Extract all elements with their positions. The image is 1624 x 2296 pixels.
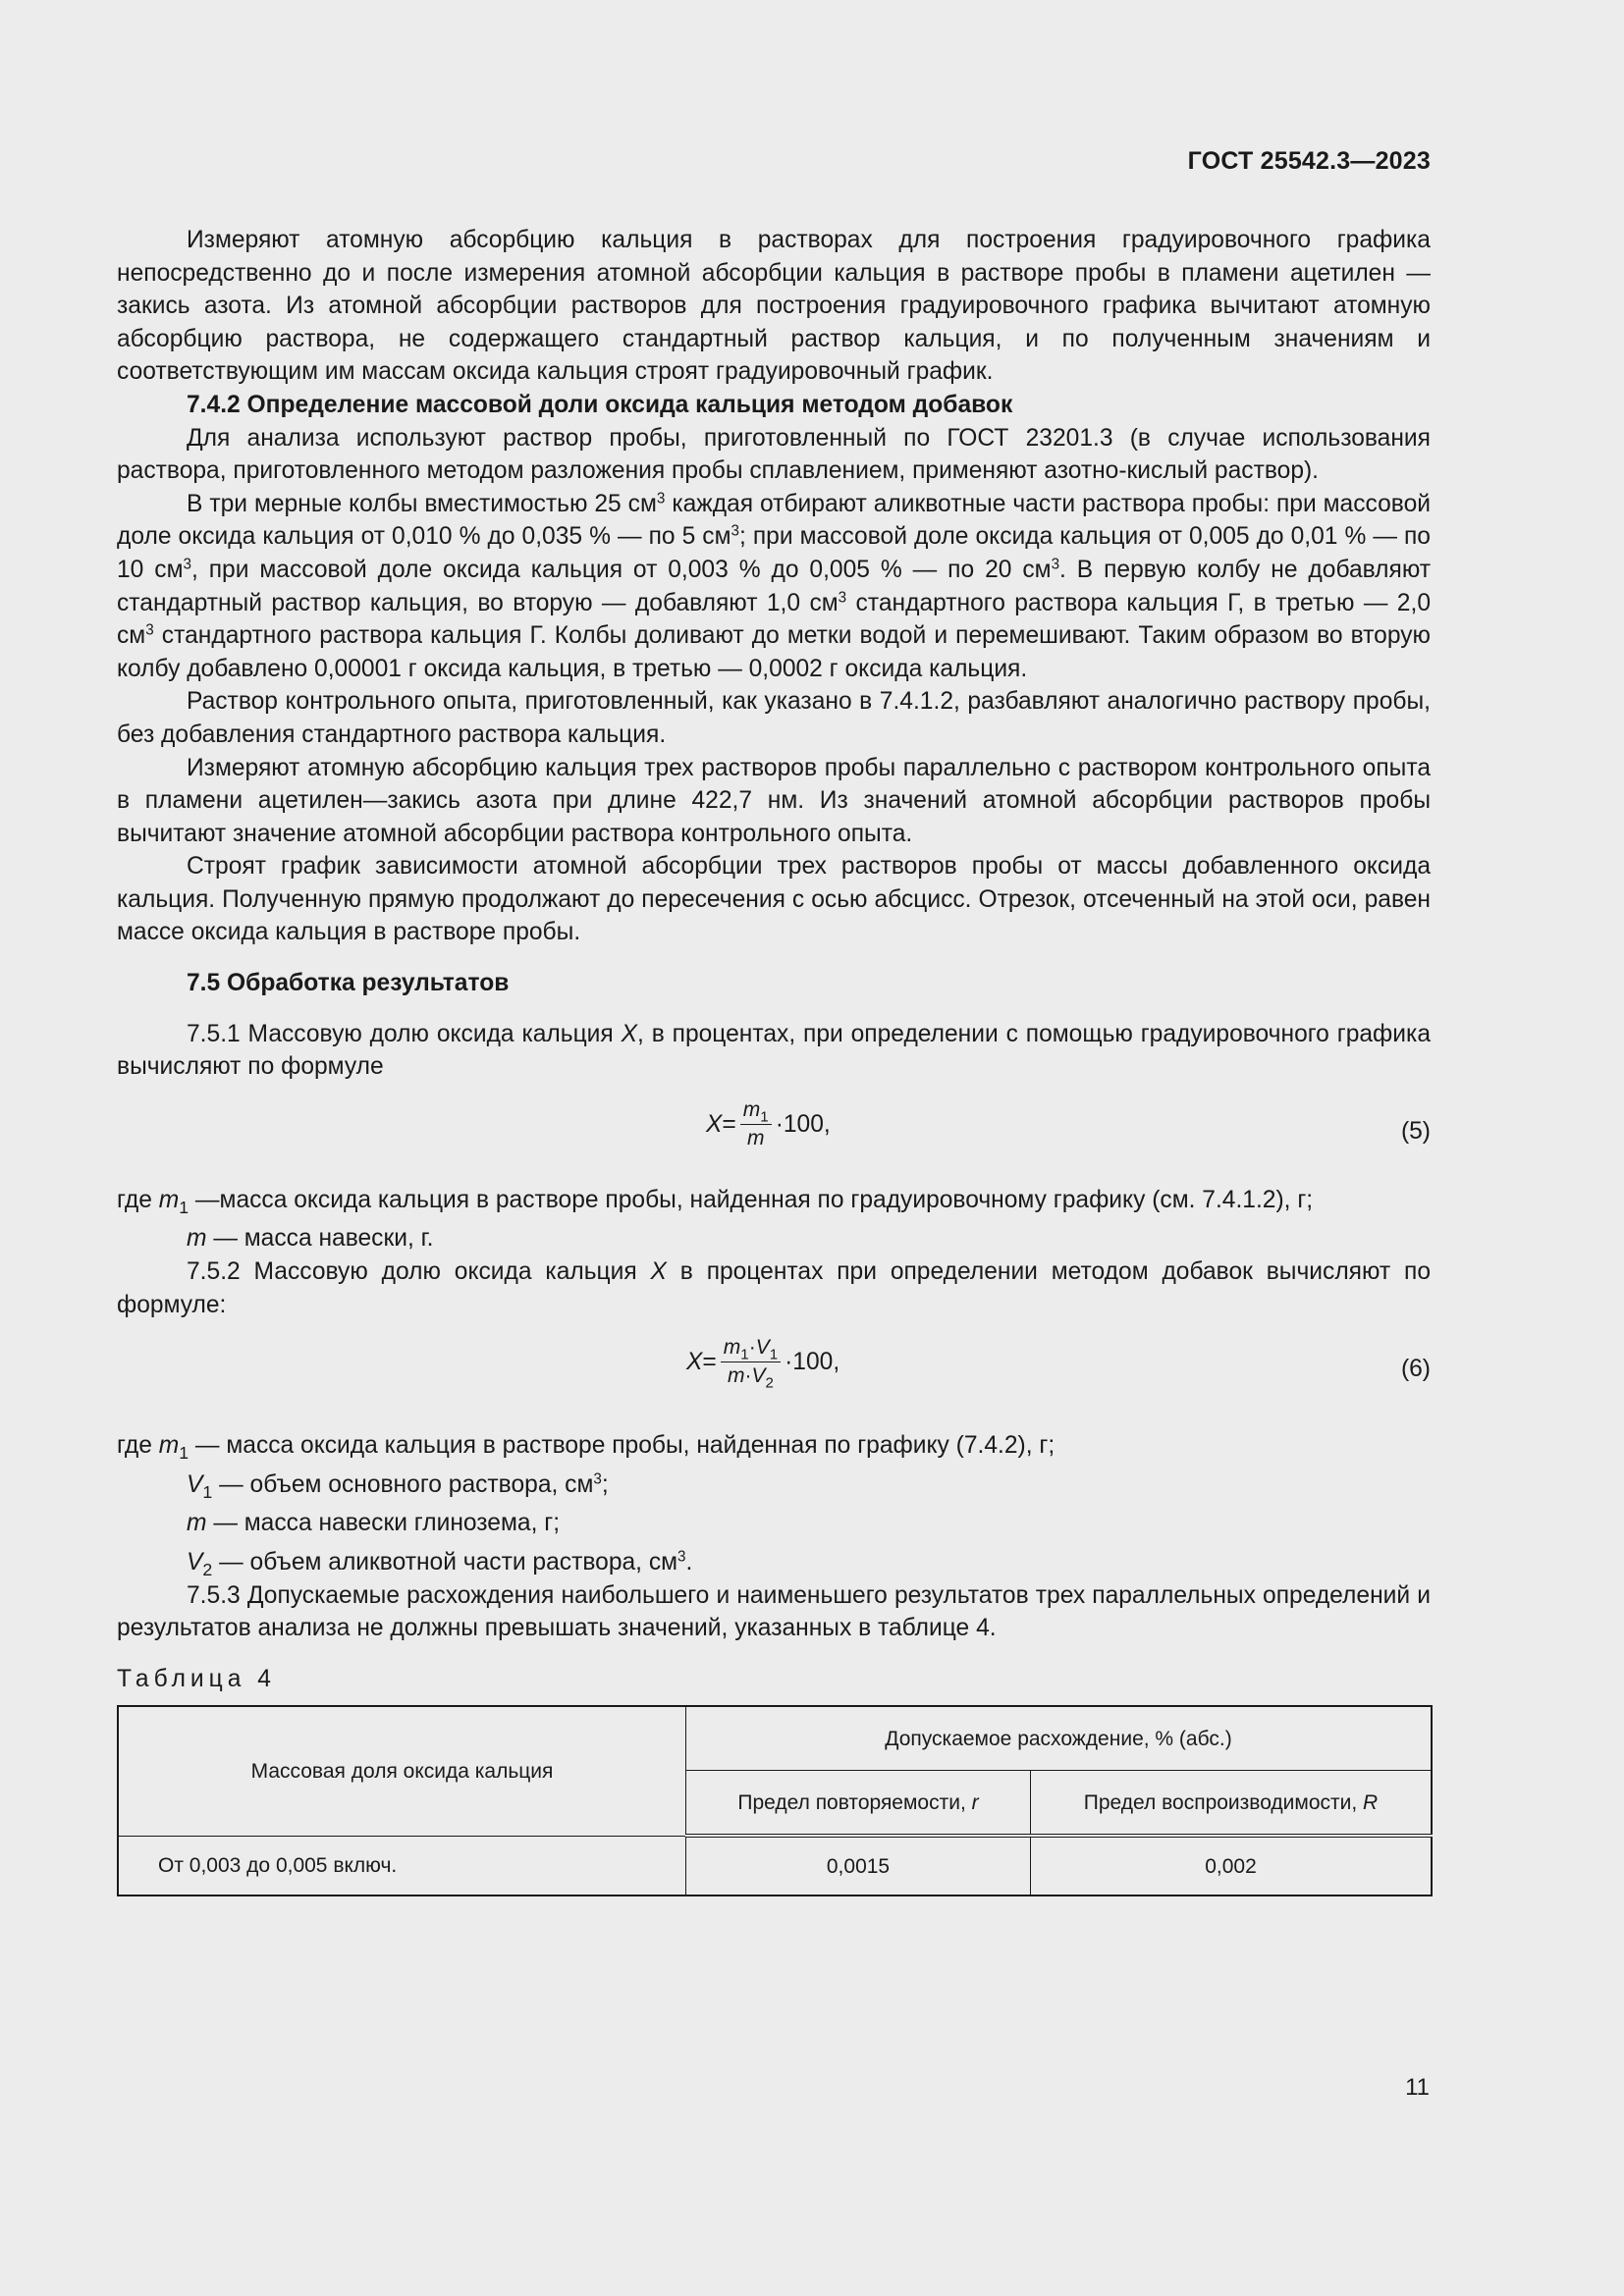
paragraph-aliquots: В три мерные колбы вместимостью 25 $см^3$ каждая отбирают аликвотные части раствора пробы: при массовой доле оксида кальция от 0,010 % до 0,035 % — по 5 $см^3$; при массовой доле оксида кальция от 0,005 до 0,01 % — по 10 $см^3$, при массовой доле оксида кальция от 0,003 % до 0,005 % — по 20 $см^3$. В первую колбу не добавляют стандартный раствор кальция, во вторую — добавляют 1,0 $см^3$ стандартного раствора кальция Г, в третью — 2,0 $см^3$ стандартного раствора кальция Г. Колбы доливают до метки водой и перемешивают. Таким образом во вторую колбу добавлено 0,00001 г оксида кальция, в третью — 0,0002 г оксида кальция. (117, 490, 1431, 682)
table-cell: От 0,003 до 0,005 включ. (118, 1836, 686, 1896)
table-cell: 0,0015 (686, 1836, 1031, 1896)
table-row (118, 1836, 1432, 1896)
paragraph-7-5-3: 7.5.3 Допускаемые расхождения наибольшего и наименьшего результатов трех параллельных определений и результатов анализа не должны превышать значений, указанных в таблице 4. (117, 1581, 1431, 1642)
column-header-repeatability: Предел повторяемости, r (686, 1771, 1031, 1837)
paragraph: Строят график зависимости атомной абсорбции трех растворов пробы от массы добавленного оксида кальция. Полученную прямую продолжают до пересечения с осью абсцисс. Отрезок, отсеченный на этой оси, равен массе оксида кальция в растворе пробы. (117, 853, 1431, 946)
paragraph-7-5-1: 7.5.1 Массовую долю оксида кальция X, в процентах, при определении с помощью градуировочного графика вычисляют по формуле (117, 1020, 1432, 1081)
document-code-header: ГОСТ 25542.3—2023 (1187, 147, 1431, 175)
where-clause-6: где $m_1$ — масса оксида кальция в растворе пробы, найденная по графику (7.4.2), г; (117, 1432, 1056, 1464)
table-header-row (118, 1706, 1432, 1771)
equation-number: (6) (1400, 1356, 1431, 1383)
document-body (117, 224, 1431, 1896)
page-number: 11 (1405, 2074, 1430, 2101)
paragraph-7-5-2: 7.5.2 Массовую долю оксида кальция X в процентах при определении методом добавок вычисляют по формуле: (117, 1258, 1432, 1318)
paragraph: Для анализа используют раствор пробы, приготовленный по ГОСТ 23201.3 (в случае использования раствора, приготовленного методом разложения пробы сплавлением, применяют азотно-кислый раствор). (117, 424, 1431, 485)
paragraph: Измеряют атомную абсорбцию кальция трех растворов пробы параллельно с раствором контрольного опыта в пламени ацетилен—закись азота при длине 422,7 нм. Из значений атомной абсорбции растворов пробы вычитают значение атомной абсорбции раствора контрольного опыта. (117, 754, 1431, 847)
column-group-header: Допускаемое расхождение, % (абс.) (686, 1706, 1433, 1771)
section-heading-7-5: 7.5 Обработка результатов (187, 970, 510, 997)
fraction: $\frac{m_1\cdot V_1}{m\cdot V_2}$ (721, 1335, 781, 1389)
paragraph: Раствор контрольного опыта, приготовленный, как указано в 7.4.1.2, разбавляют аналогично раствору пробы, без добавления стандартного раствора кальция. (117, 688, 1431, 748)
table-cell: 0,002 (1031, 1836, 1433, 1896)
where-clause-5: где $m_1$ — масса оксида кальция в растворе пробы, найденная по градуировочному графику (см. 7.4.1.2), г; (117, 1186, 1314, 1218)
column-header-reproducibility: Предел воспроизводимости, R (1031, 1771, 1433, 1837)
column-header-mass-fraction: Массовая доля оксида кальция (118, 1706, 686, 1836)
definition-m: m — масса навески, г. (187, 1225, 434, 1253)
formula-6: X = $\frac{m_1\cdot V_1}{m\cdot V_2}$ ·100, (6) (686, 1336, 1431, 1392)
section-heading-7-4-2: 7.4.2 Определение массовой доли оксида кальция методом добавок (187, 391, 1013, 418)
definition-v2: $V_2$ — объем аликвотной части раствора, $см^3$. (187, 1548, 693, 1580)
table-caption: Таблица 4 (117, 1665, 276, 1692)
definition-m-alumina: m — масса навески глинозема, г; (187, 1510, 561, 1537)
tolerance-table (117, 1705, 1433, 1896)
paragraph: Измеряют атомную абсорбцию кальция в растворах для построения градуировочного графика непосредственно до и после измерения атомной абсорбции кальция в растворе пробы в пламени ацетилен — закись азота. Из атомной абсорбции растворов для построения градуировочного графика вычитают атомную абсорбцию раствора, не содержащего стандартный раствор кальция, и по полученным значениям и соответствующим им массам оксида кальция строят градуировочный график. (117, 227, 1431, 386)
fraction: $\frac{m_1}{m}$ (740, 1097, 772, 1151)
definition-v1: $V_1$ — объем основного раствора, $см^3$; (187, 1470, 609, 1502)
equation-number: (5) (1400, 1117, 1431, 1145)
formula-5: X = $\frac{m_1}{m}$ ·100, (5) (706, 1097, 1431, 1149)
